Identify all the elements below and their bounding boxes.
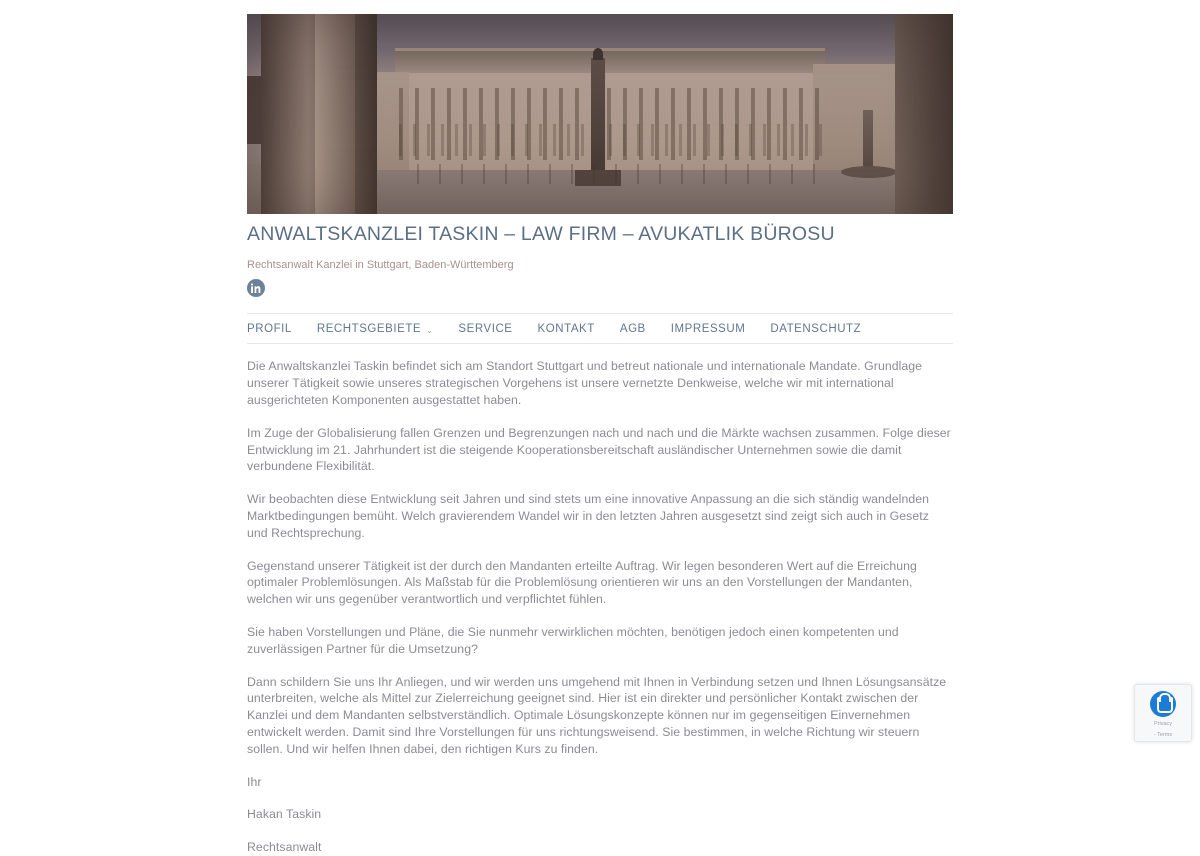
hero-vignette <box>247 14 953 214</box>
paragraph: Gegenstand unserer Tätigkeit ist der durch den Mandanten erteilte Auftrag. Wir legen besonderen Wert auf die Erreichung optimaler Problemlösungen. Als Maßstab für die Problemlösung orientieren wir uns an den Vorstellungen der Mandanten, welchen wir uns gegenüber verantwortlich und verpflichtet fühlen. <box>247 558 917 607</box>
nav-item-rechtsgebiete[interactable] <box>317 323 459 335</box>
chevron-down-icon: ⌄ <box>426 325 434 335</box>
nav-item-label: AGB <box>619 323 646 336</box>
paragraph: Dann schildern Sie uns Ihr Anliegen, und wir werden uns umgehend mit Ihnen in Verbindung setzen und Ihnen Lösungsansätze unterbreiten, welche als Mittel zur Zielerreichung geeignet sind. Hier ist ein direkter und persönlicher Kontakt zwischen der Kanzlei und dem Mandanten selbstverständlich. Optimale Lösungskonzepte können nur im gegenseitigen Einvernehmen entwickelt werden. Damit sind Ihre Vorstellungen für uns richtungsweisend. Sie bestimmen, in welche Richtung wir steuern sollen. Und wir helfen Ihnen dabei, den richtigen Kurs zu finden. <box>247 674 947 756</box>
paragraph: Im Zuge der Globalisierung fallen Grenzen und Begrenzungen nach und nach und die Märkte wachsen zusammen. Folge dieser Entwicklung im 21. Jahrhundert ist die steigende Kooperationsbereitschaft ausländischer Unternehmen sowie die damit verbundene Flexibilität. <box>247 425 951 474</box>
article-body <box>247 344 953 856</box>
paragraph: Sie haben Vorstellungen und Pläne, die Sie nunmehr verwirklichen möchten, benötigen jedoch einen kompetenten und zuverlässigen Partner für die Umsetzung? <box>247 625 899 656</box>
signature-role: Rechtsanwalt <box>247 840 322 855</box>
recaptcha-icon <box>1150 691 1176 717</box>
nav-item-label: SERVICE <box>458 323 513 336</box>
nav-item-label: RECHTSGEBIETE <box>316 323 422 336</box>
recaptcha-privacy-link[interactable]: Privacy <box>1153 721 1173 727</box>
paragraph: Ihr <box>247 774 262 789</box>
nav-item-profil[interactable] <box>247 323 317 335</box>
site-title[interactable]: ANWALTSKANZLEI TASKIN – LAW FIRM – AVUKATLIK BÜROSU <box>247 223 835 245</box>
nav-item-label: IMPRESSUM <box>670 323 746 336</box>
nav-item-label: KONTAKT <box>537 323 595 336</box>
paragraph: Die Anwaltskanzlei Taskin befindet sich am Standort Stuttgart und betreut nationale und internationale Mandate. Grundlage unserer Tätigkeit sowie unseres strategischen Vorgehens ist unsere vernetzte Denkweise, welche wir mit international ausgerichteten Komponenten ausgestattet haben. <box>247 359 923 408</box>
nav-item-kontakt[interactable] <box>538 323 620 335</box>
nav-item-label: DATENSCHUTZ <box>770 323 862 336</box>
nav-item-impressum[interactable] <box>671 323 771 335</box>
linkedin-icon[interactable] <box>247 279 265 297</box>
paragraph: Wir beobachten diese Entwicklung seit Jahren und sind stets um eine innovative Anpassung an die sich ständig wandelnden Marktbedingungen bemüht. Welch gravierendem Wandel wir in den letzten Jahren ausgesetzt sind zeigt sich auch in Gesetz und Rechtsprechung. <box>247 492 930 540</box>
signature-name: Hakan Taskin <box>247 807 322 822</box>
social-links <box>247 279 953 298</box>
recaptcha-terms-link[interactable]: - Terms <box>1153 732 1173 738</box>
site-tagline: Rechtsanwalt Kanzlei in Stuttgart, Baden-Württemberg <box>247 259 514 272</box>
nav-item-agb[interactable] <box>620 323 671 335</box>
main-navigation[interactable] <box>247 313 953 344</box>
nav-item-service[interactable] <box>458 323 537 335</box>
content-container <box>247 0 953 856</box>
recaptcha-badge[interactable] <box>1134 684 1192 742</box>
hero-image <box>247 14 953 214</box>
nav-item-datenschutz[interactable] <box>770 323 886 335</box>
nav-item-label: PROFIL <box>247 323 292 336</box>
